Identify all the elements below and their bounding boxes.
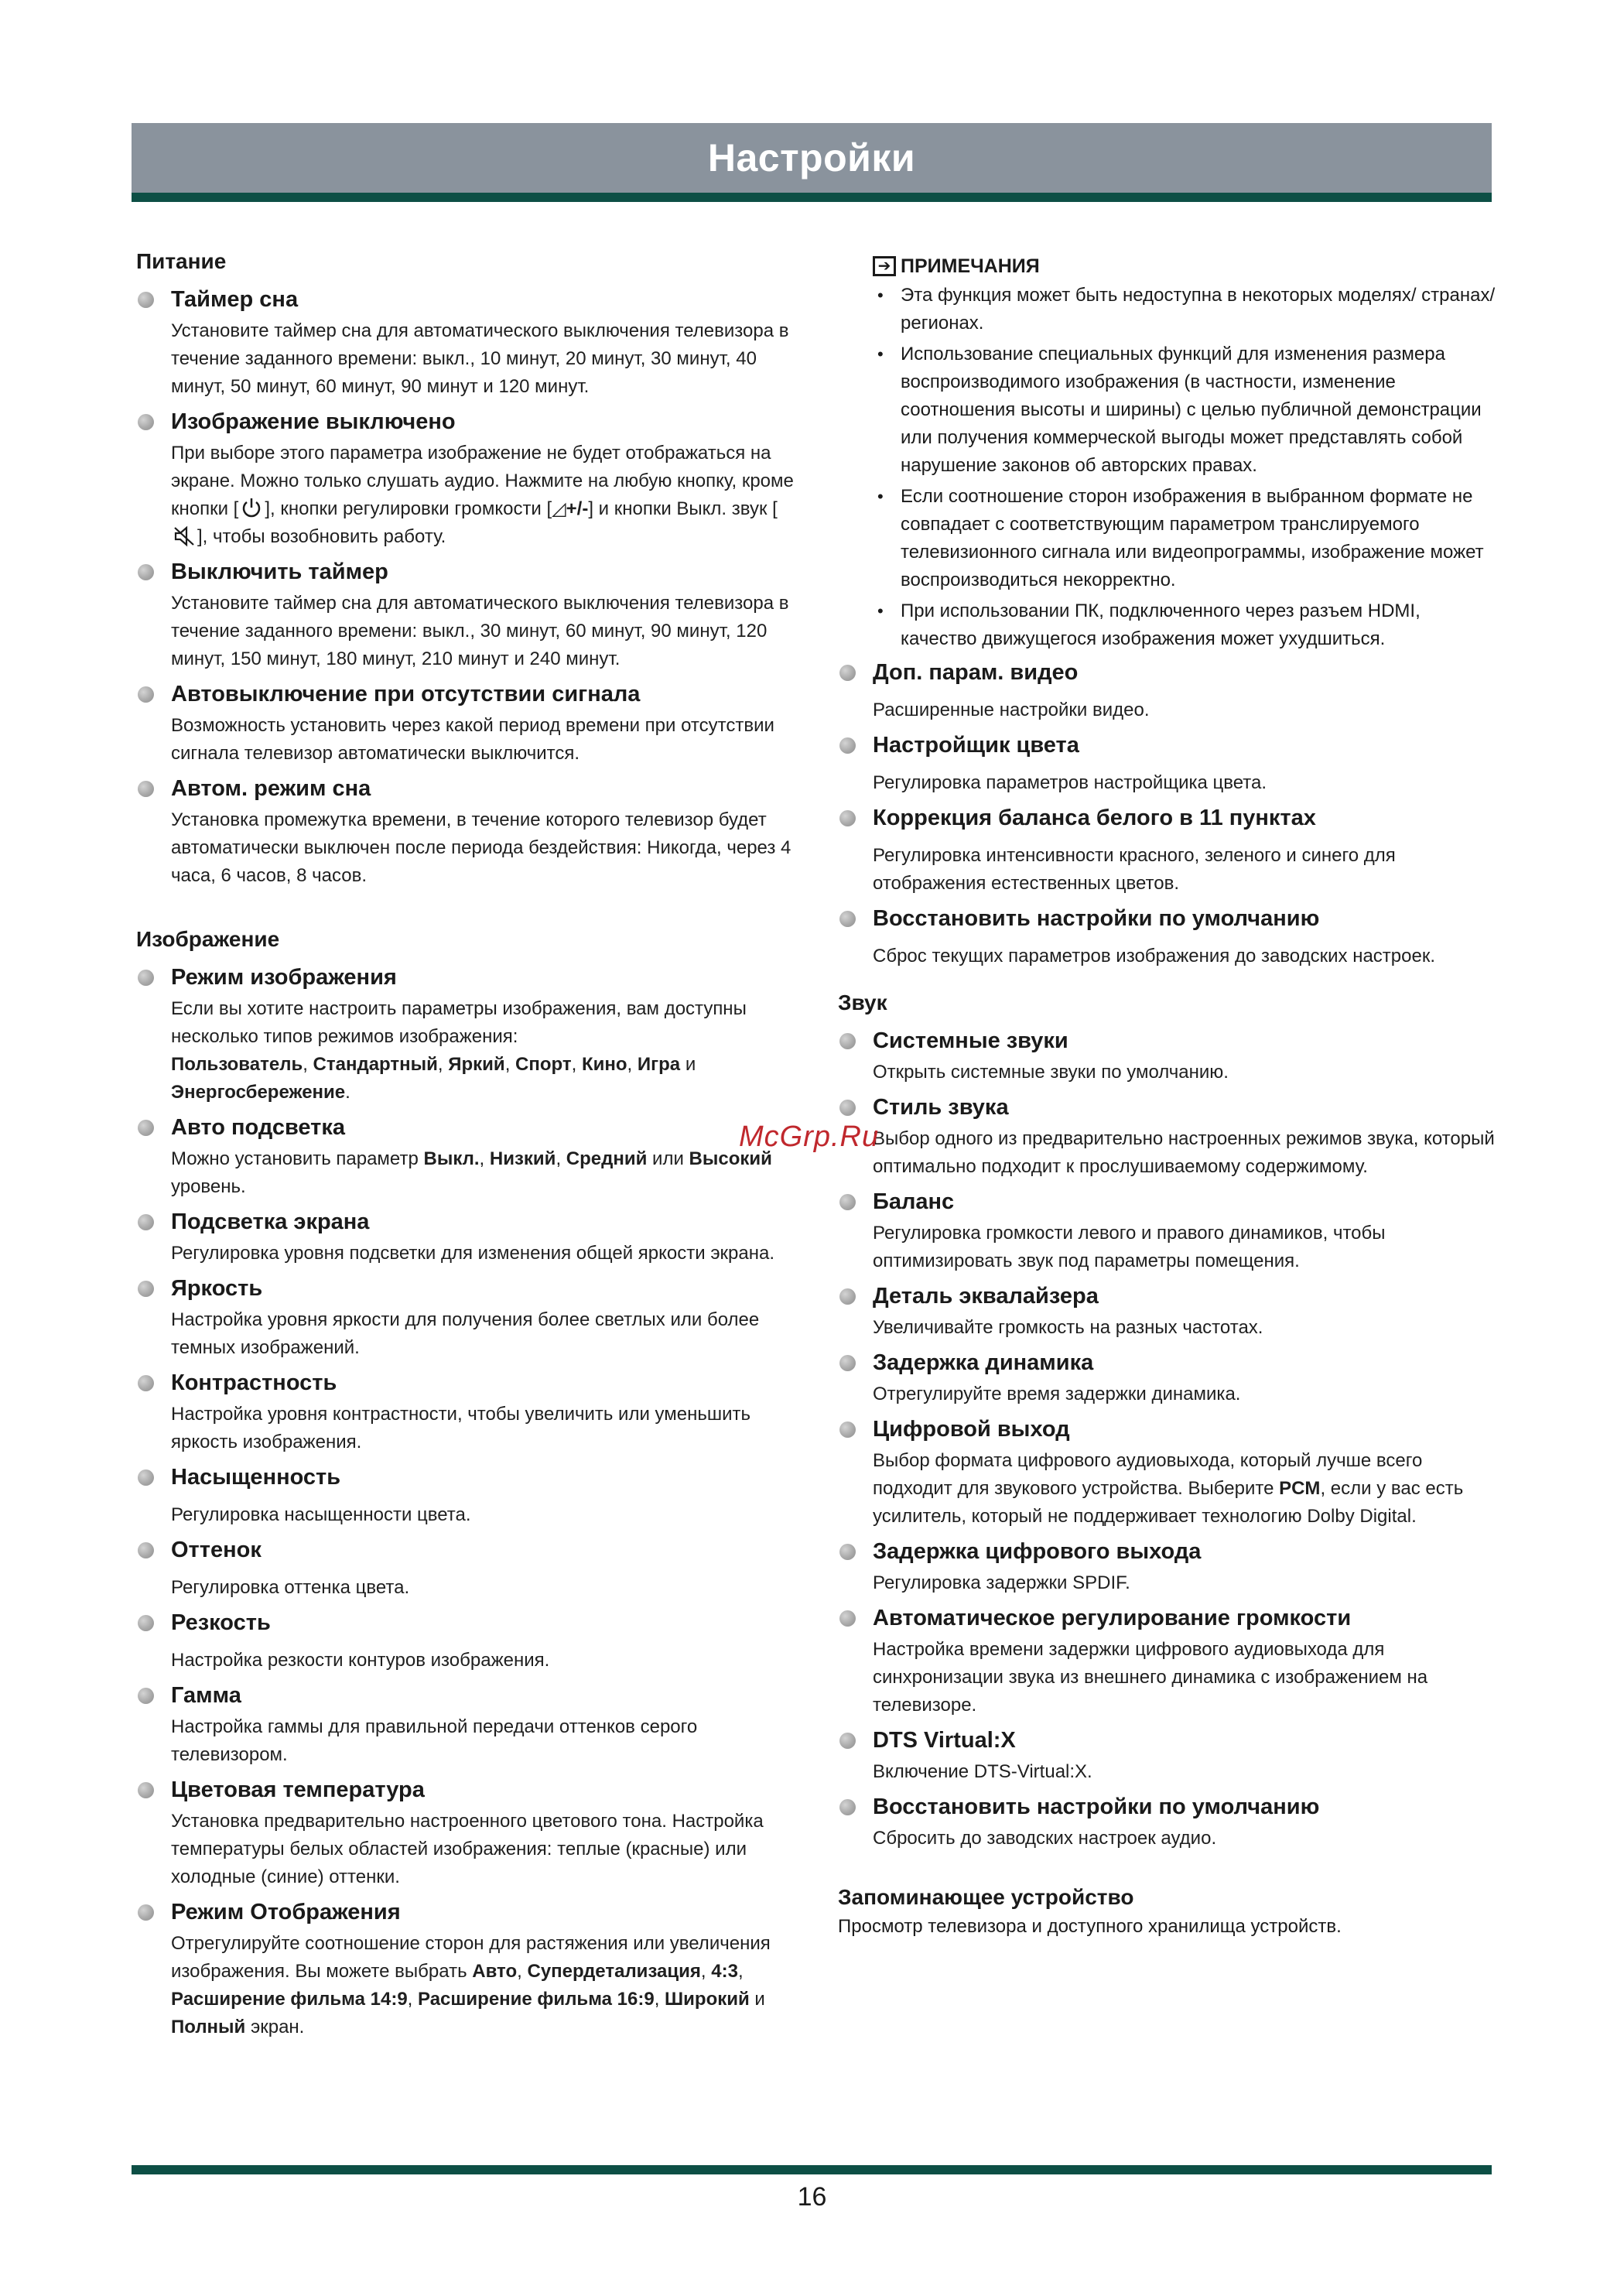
list-item: [838, 1724, 1496, 1786]
bullet-icon: [839, 1799, 856, 1815]
bullet-icon: [138, 1782, 154, 1798]
desc-part: или: [652, 1148, 684, 1169]
item-desc: Отрегулируйте время задержки динамика.: [873, 1384, 1241, 1404]
option-text: Кино: [581, 1054, 627, 1075]
list-item: [838, 1791, 1496, 1853]
section-title-power: Питание: [136, 249, 227, 273]
option-text: Авто: [472, 1961, 518, 1982]
item-title: Восстановить настройки по умолчанию: [873, 906, 1320, 931]
list-item: [136, 1206, 794, 1268]
footer-bar: [132, 2165, 1492, 2174]
list-item: [838, 1346, 1496, 1408]
item-desc: Отрегулируйте соотношение сторон для растяжения или увеличения изображения. Вы можете выбрать Авто, Супердетализация, 4:3, Расширение фильма 14:9, Расширение фильма 16:9, Широкий и Полный экран.: [171, 1933, 771, 2037]
item-title: Таймер сна: [171, 287, 299, 312]
item-title: Режим изображения: [171, 965, 397, 990]
option-text: Спорт: [515, 1054, 572, 1075]
bullet-icon: [839, 665, 856, 681]
list-item: [136, 1461, 794, 1529]
item-desc: Настройка времени задержки цифрового аудиовыхода для синхронизации звука из внешнего динамика с изображением на телевизоре.: [873, 1639, 1428, 1716]
item-desc: Регулировка задержки SPDIF.: [873, 1572, 1130, 1593]
item-desc: Установите таймер сна для автоматического выключения телевизора в течение заданного времени: выкл., 10 минут, 20 минут, 30 минут, 40 минут, 50 минут, 60 минут, 90 минут и 120 минут.: [171, 320, 789, 397]
power-icon: [240, 496, 263, 519]
bullet-icon: [138, 1120, 154, 1136]
right-column: [838, 246, 1496, 1941]
list-item: [838, 902, 1496, 970]
item-title: Цифровой выход: [873, 1417, 1070, 1442]
mute-icon: [173, 525, 196, 547]
item-desc: Расширенные настройки видео.: [873, 700, 1150, 720]
desc-part: ], чтобы возобновить работу.: [197, 526, 446, 547]
desc-part: , если у вас есть усилитель, который не поддерживает технологию Dolby Digital.: [873, 1478, 1464, 1527]
bullet-icon: [839, 1422, 856, 1438]
list-item: [136, 961, 794, 1107]
item-title: Оттенок: [171, 1538, 262, 1562]
item-desc: Установите таймер сна для автоматического выключения телевизора в течение заданного времени: выкл., 30 минут, 60 минут, 90 минут, 120 минут, 150 минут, 180 минут, 210 минут и 240 минут.: [171, 593, 789, 669]
list-item: [136, 556, 794, 673]
option-text: Полный: [171, 2017, 246, 2037]
item-title: Настройщик цвета: [873, 733, 1079, 758]
option-text: Высокий: [689, 1148, 772, 1169]
list-item: [136, 1896, 794, 2041]
option-text: Низкий: [489, 1148, 556, 1169]
desc-part: Если вы хотите настроить параметры изображения, вам доступны несколько типов режимов изображения:: [171, 998, 747, 1047]
bullet-icon: [138, 1904, 154, 1921]
item-title: Задержка динамика: [873, 1350, 1094, 1375]
desc-part: экран.: [250, 2017, 305, 2037]
bullet-icon: [839, 1194, 856, 1210]
list-item: [136, 678, 794, 768]
left-column: [136, 246, 794, 2046]
option-text: Яркий: [448, 1054, 505, 1075]
notes-block: [838, 252, 1496, 653]
note-item: • Использование специальных функций для изменения размера воспроизводимого изображения (в частности, изменение соотношения высоты и ширины) с целью публичной демонстрации или получения коммерческой выгоды может представлять собой нарушение законов об авторских правах.: [873, 340, 1496, 480]
item-desc: [873, 1447, 1496, 1531]
list-item: [838, 729, 1496, 797]
note-item: • Эта функция может быть недоступна в некоторых моделях/ странах/регионах.: [873, 282, 1496, 337]
list-item: [838, 1025, 1496, 1086]
volume-icon: ◿+/-: [552, 498, 589, 519]
list-item: [838, 1413, 1496, 1531]
desc-part: Отрегулируйте соотношение сторон для растяжения или увеличения изображения. Вы можете выбрать: [171, 1933, 771, 1982]
desc-part: уровень.: [171, 1176, 246, 1197]
desc-part: ] и кнопки Выкл. звук [: [588, 498, 778, 519]
list-item: [136, 1774, 794, 1891]
item-desc: Возможность установить через какой период времени при отсутствии сигнала телевизор автоматически выключится.: [171, 715, 774, 764]
bullet-icon: [138, 1542, 154, 1558]
item-title: Изображение выключено: [171, 409, 456, 434]
list-item: [136, 1111, 794, 1201]
section-title-sound: Звук: [838, 990, 887, 1014]
bullet-icon: [839, 1033, 856, 1049]
option-text: Расширение фильма 16:9: [418, 1989, 655, 2010]
list-item: [838, 1185, 1496, 1275]
bullet-icon: [138, 1469, 154, 1486]
option-text: Супердетализация: [527, 1961, 701, 1982]
item-title: Задержка цифрового выхода: [873, 1539, 1202, 1564]
item-title: Выключить таймер: [171, 559, 388, 584]
list-item: [838, 1280, 1496, 1342]
page-header: [132, 123, 1492, 202]
item-title: Автоматическое регулирование громкости: [873, 1606, 1352, 1630]
bullet-icon: [839, 1544, 856, 1560]
list-item: [136, 283, 794, 401]
bullet-icon: [138, 1214, 154, 1230]
option-text: Игра: [637, 1054, 681, 1075]
option-text: Расширение фильма 14:9: [171, 1989, 408, 2010]
bullet-icon: [138, 564, 154, 580]
page-number: 16: [797, 2182, 827, 2212]
storage-desc: Просмотр телевизора и доступного хранилища устройств.: [838, 1916, 1342, 1937]
notes-list: [873, 282, 1496, 653]
note-item: • Если соотношение сторон изображения в выбранном формате не совпадает с соответствующим параметром транслируемого телевизионного сигнала или видеопрограммы, изображение может воспроизводиться некорректно.: [873, 483, 1496, 594]
item-title: Яркость: [171, 1276, 263, 1301]
item-title: Резкость: [171, 1610, 271, 1635]
bullet-icon: [839, 1610, 856, 1627]
option-text: Энергосбережение: [171, 1082, 346, 1103]
item-desc: Регулировка насыщенности цвета.: [171, 1504, 471, 1525]
item-title: Стиль звука: [873, 1095, 1009, 1120]
desc-part: Выбор формата цифрового аудиовыхода, который лучше всего подходит для звукового устройства. Выберите: [873, 1450, 1423, 1499]
item-desc: Настройка уровня яркости для получения более светлых или более темных изображений.: [171, 1309, 760, 1358]
item-title: Контрастность: [171, 1370, 337, 1395]
option-text: Широкий: [665, 1989, 750, 2010]
bullet-icon: [839, 1100, 856, 1116]
item-desc: Регулировка уровня подсветки для изменения общей яркости экрана.: [171, 1243, 775, 1264]
watermark: McGrp.Ru: [739, 1120, 880, 1153]
item-desc: Установка предварительно настроенного цветового тона. Настройка температуры белых областей изображения: теплые (красные) или холодные (синие) оттенки.: [171, 1811, 764, 1887]
option-text: PCM: [1279, 1478, 1321, 1499]
item-desc: Регулировка интенсивности красного, зеленого и синего для отображения естественных цветов.: [873, 845, 1396, 894]
item-desc: Регулировка оттенка цвета.: [171, 1577, 410, 1598]
item-desc: Можно установить параметр Выкл., Низкий, Средний или Высокий уровень.: [171, 1148, 772, 1197]
item-desc: Настройка гаммы для правильной передачи оттенков серого телевизором.: [171, 1716, 698, 1765]
section-title-storage: Запоминающее устройство: [838, 1885, 1134, 1909]
bullet-icon: [138, 1688, 154, 1704]
item-title: Системные звуки: [873, 1028, 1068, 1053]
item-title: Автом. режим сна: [171, 776, 371, 801]
bullet-icon: [839, 810, 856, 826]
bullet-icon: [839, 1288, 856, 1305]
bullet-icon: [839, 911, 856, 927]
desc-part: Можно установить параметр: [171, 1148, 419, 1169]
option-text: Пользователь: [171, 1054, 303, 1075]
list-item: [136, 1679, 794, 1769]
item-desc: Сбросить до заводских настроек аудио.: [873, 1828, 1217, 1849]
bullet-icon: [839, 1733, 856, 1749]
section-title-picture: Изображение: [136, 927, 280, 951]
bullet-icon: [839, 1355, 856, 1371]
desc-part: и: [685, 1054, 696, 1075]
list-item: [136, 772, 794, 890]
item-desc: Регулировка громкости левого и правого динамиков, чтобы оптимизировать звук под параметры помещения.: [873, 1223, 1386, 1271]
bullet-icon: [138, 1615, 154, 1631]
bullet-icon: [138, 1375, 154, 1391]
item-title: Подсветка экрана: [171, 1209, 370, 1234]
notes-title: ПРИМЕЧАНИЯ: [901, 255, 1040, 277]
list-item: [136, 1534, 794, 1602]
desc-part: При выборе этого параметра изображение не будет отображаться на экране. Можно только слушать аудио. Нажмите на любую кнопку, кроме кнопки [: [171, 443, 794, 519]
item-desc: Включение DTS-Virtual:X.: [873, 1761, 1092, 1782]
bullet-icon: [138, 781, 154, 797]
item-title: Баланс: [873, 1189, 955, 1214]
list-item: [838, 1091, 1496, 1181]
option-text: 4:3: [711, 1961, 738, 1982]
item-title: Доп. парам. видео: [873, 660, 1079, 685]
item-title: Цветовая температура: [171, 1777, 425, 1802]
item-desc: Установка промежутка времени, в течение которого телевизор будет автоматически выключен после периода бездействия: Никогда, через 4 часа, 6 часов, 8 часов.: [171, 809, 791, 886]
list-item: [136, 1606, 794, 1675]
item-desc: Выбор одного из предварительно настроенных режимов звука, который оптимально подходит к прослушиваемому содержимому.: [873, 1128, 1495, 1177]
bullet-icon: [138, 970, 154, 986]
list-item: [838, 1535, 1496, 1597]
item-desc: Увеличивайте громкость на разных частотах.: [873, 1317, 1263, 1338]
item-title: Гамма: [171, 1683, 241, 1708]
item-title: DTS Virtual:X: [873, 1728, 1016, 1753]
option-text: Средний: [566, 1148, 648, 1169]
note-item: • При использовании ПК, подключенного через разъем HDMI, качество движущегося изображения может ухудшиться.: [873, 597, 1496, 653]
list-item: [136, 1272, 794, 1362]
bullet-icon: [138, 414, 154, 430]
bullet-icon: [138, 686, 154, 703]
item-title: Авто подсветка: [171, 1115, 346, 1140]
item-title: Автовыключение при отсутствии сигнала: [171, 682, 641, 706]
list-item: [136, 1367, 794, 1456]
list-item: [838, 802, 1496, 898]
list-item: [838, 656, 1496, 724]
item-title: Коррекция баланса белого в 11 пунктах: [873, 806, 1316, 830]
item-desc: Открыть системные звуки по умолчанию.: [873, 1062, 1229, 1083]
note-arrow-icon: ➔: [873, 256, 896, 276]
option-text: Выкл.: [423, 1148, 480, 1169]
item-title: Восстановить настройки по умолчанию: [873, 1794, 1320, 1819]
item-desc: Регулировка параметров настройщика цвета.: [873, 772, 1267, 793]
list-item: [136, 405, 794, 551]
list-item: [838, 1602, 1496, 1719]
desc-part: и: [754, 1989, 765, 2010]
bullet-icon: [839, 737, 856, 754]
desc-part: ], кнопки регулировки громкости [: [265, 498, 552, 519]
item-desc: [171, 440, 794, 551]
item-desc: Настройка резкости контуров изображения.: [171, 1650, 550, 1671]
option-text: Стандартный: [313, 1054, 438, 1075]
item-desc: Настройка уровня контрастности, чтобы увеличить или уменьшить яркость изображения.: [171, 1404, 751, 1452]
page-title: Настройки: [707, 136, 916, 180]
notes-heading: [873, 252, 1496, 280]
item-desc: Если вы хотите настроить параметры изображения, вам доступны несколько типов режимов изображения: Пользователь, Стандартный, Яркий, Спорт, Кино, Игра и Энергосбережение.: [171, 998, 747, 1103]
item-desc: Сброс текущих параметров изображения до заводских настроек.: [873, 946, 1436, 967]
item-title: Деталь эквалайзера: [873, 1284, 1099, 1309]
item-title: Режим Отображения: [171, 1900, 401, 1924]
bullet-icon: [138, 1281, 154, 1297]
bullet-icon: [138, 292, 154, 308]
item-title: Насыщенность: [171, 1465, 341, 1490]
